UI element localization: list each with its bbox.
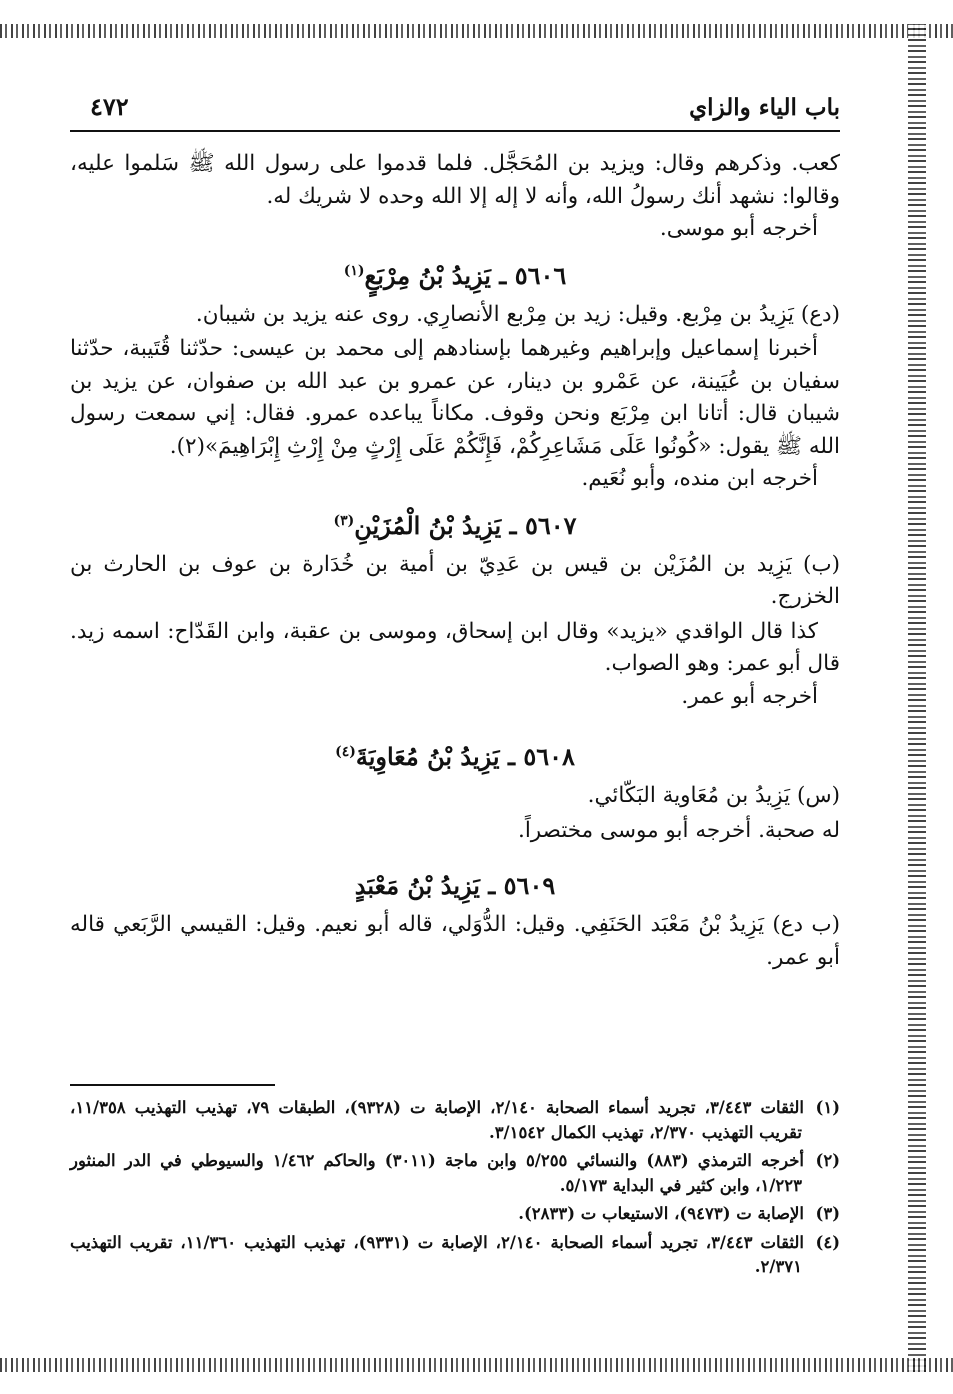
paragraph: أخبرنا إسماعيل وإبراهيم وغيرهما بإسنادهم إلى محمد بن عيسى: حدّثنا قُتَيبة، حدّثنا سفيان بن عُيَينة، عن عَمْرو بن دينار، عن عمرو بن عبد الله بن صفوان، عن يزيد بن شيبان قال: أتانا ابن مِرْبَع ونحن وقوف. مكاناً يباعده عمرو. فقال: إني سمعت رسول الله ﷺ يقول: «كُونُوا عَلَى مَشَاعِرِكُمْ، فَإِنَّكُمْ عَلَى إِرْثٍ مِنْ إِرْثِ إِبْرَاهِيمَ»(٢). <box>70 336 840 459</box>
footnote-text: الإصابة ت (٩٤٧٣)، الاستيعاب ت (٢٨٣٣). <box>518 1204 804 1223</box>
right-ornamental-border <box>908 24 926 1372</box>
footnote <box>70 1096 840 1145</box>
footnote <box>70 1231 840 1280</box>
footnote-ref: (٤) <box>335 744 356 760</box>
footnote <box>70 1149 840 1198</box>
footnote-rule <box>70 1084 275 1086</box>
book-page <box>70 60 840 1350</box>
top-ornamental-border <box>0 24 953 38</box>
entry-heading <box>70 733 840 776</box>
paragraph: (ب دع) يَزِيدُ بْنُ مَعْبَد الحَنَفِي. وقيل: الدُّوَلي، قاله أبو نعيم. وقيل: القيسي الرَّبَعي قاله أبو عمر. <box>70 912 840 970</box>
footnote-text: الثقات ٣/٤٤٣، تجريد أسماء الصحابة ٢/١٤٠، الإصابة ت (٩٣٣١)، تهذيب التهذيب ١١/٣٦٠، تقريب التهذيب ٢/٣٧١. <box>70 1232 805 1276</box>
chapter-title: باب الياء والزاي <box>689 94 840 121</box>
main-text <box>70 148 840 974</box>
paragraph: (ب) يَزِيد بن المُزَيْن بن قيس بن عَدِيّ بن أمية بن خُدَارة بن عوف بن الحارث بن الخزرج. <box>70 551 840 609</box>
entry-heading <box>70 252 840 295</box>
footnote-number: (٢) <box>815 1151 840 1170</box>
entry-heading <box>70 502 840 545</box>
footnote-number: (٤) <box>815 1232 841 1252</box>
entry-heading-text: ٥٦٠٧ ـ يَزِيدُ بْنُ الْمُزَيْنِ <box>354 510 577 540</box>
paragraph: أخرجه أبو عمر. <box>681 683 818 709</box>
footnote-text: أخرجه الترمذي (٨٨٣) والنسائي ٥/٢٥٥ وابن ماجة (٣٠١١) والحاكم ١/٤٦٢ والسيوطي في الدر المنثور ١/٢٢٣، وابن كثير في البداية ٥/١٧٣. <box>70 1151 804 1195</box>
entry-heading-text: ٥٦٠٩ ـ يَزِيدُ بْنُ مَعْبَدٍ <box>354 871 556 900</box>
entry-heading-text: ٥٦٠٨ ـ يَزِيدُ بْنُ مُعَاوِيَةَ <box>355 742 575 771</box>
header-rule <box>70 130 840 132</box>
page-number: ٤٧٢ <box>90 92 129 121</box>
footnote-text: الثقات ٣/٤٤٣، تجريد أسماء الصحابة ٢/١٤٠، الإصابة ت (٩٣٢٨)، الطبقات ٧٩، تهذيب التهذيب ١١/٣٥٨، تقريب التهذيب ٢/٣٧٠، تهذيب الكمال ٣/١٥٤٢. <box>70 1098 804 1142</box>
footnote <box>70 1202 840 1227</box>
footnote-number: (١) <box>815 1098 840 1117</box>
paragraph: له صحبة. أخرجه أبو موسى مختصراً. <box>518 817 840 843</box>
paragraph: (س) يَزِيدُ بن مُعَاوية البَكّائي. <box>587 783 840 808</box>
paragraph: أخرجه أبو موسى. <box>659 216 818 241</box>
paragraph: كعب. وذكرهم وقال: ويزيد بن المُحَجَّل. فلما قدموا على رسول الله ﷺ سَلموا عليه، وقالوا: نشهد أنك رسولُ الله، وأنه لا إله إلا الله وحده لا شريك له. <box>70 151 840 209</box>
entry-heading-text: ٥٦٠٦ ـ يَزِيدُ بْنُ مِرْبَعٍ <box>364 260 567 290</box>
footnotes <box>70 1096 840 1284</box>
paragraph: كذا قال الواقدي «يزيد» وقال ابن إسحاق، وموسى بن عقبة، وابن القَدّاح: اسمه زيد. قال أبو عمر: وهو الصواب. <box>70 618 840 676</box>
paragraph: (دع) يَزِيدُ بن مِرْبع. وقيل: زيد بن مِرْبع الأنصارِي. روى عنه يزيد بن شيبان. <box>195 301 840 327</box>
footnote-number: (٣) <box>815 1204 840 1223</box>
footnote-ref: (١) <box>343 262 365 279</box>
footnote-ref: (٣) <box>333 512 355 529</box>
paragraph: أخرجه ابن منده، وأبو نُعَيم. <box>581 466 818 491</box>
entry-heading <box>70 867 840 905</box>
bottom-ornamental-border <box>0 1358 953 1372</box>
running-header <box>70 90 840 126</box>
